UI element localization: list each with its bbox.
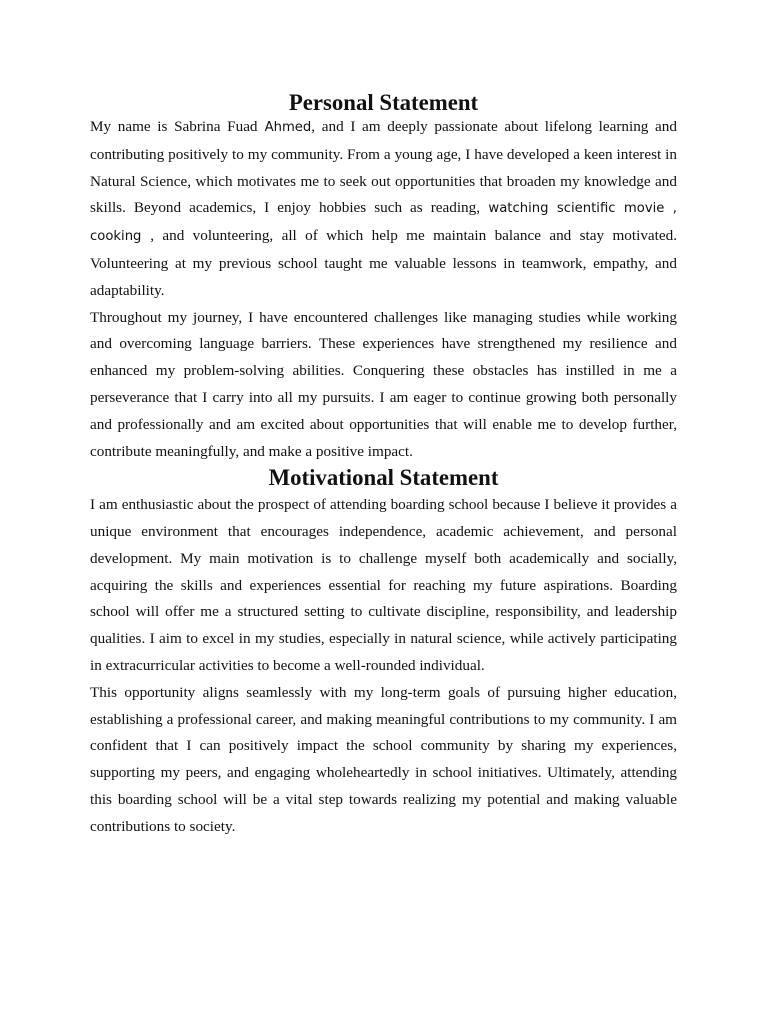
motivational-statement-paragraph-1: I am enthusiastic about the prospect of attending boarding school because I believe it provides a unique environment that encourages independence, academic achievement, and personal development. My main motivation is to challenge myself both academically and socially, acquiring the skills and experiences essential for reaching my future aspirations. Boarding school will offer me a structured setting to cultivate discipline, responsibility, and leadership qualities. I aim to excel in my studies, especially in natural science, while actively participating in extracurricular activities to become a well-rounded individual. [90,496,677,674]
p1-text-c: , and I am deeply passionate about lifelong learning and contributing positively to my community. From a young age, I have developed a keen interest in Natural Science, which motivates me to seek out opportunities that broaden my knowledge and skills. Beyond academics, I enjoy hobbies such as reading, [90,118,677,217]
motivational-statement-heading: Motivational Statement [268,465,499,491]
motivational-statement-paragraph-2: This opportunity aligns seamlessly with my long-term goals of pursuing higher education, establishing a professional career, and making meaningful contributions to my community. I am confident that I can positively impact the school community by sharing my experiences, supporting my peers, and engaging wholeheartedly in school initiatives. Ultimately, attending this boarding school will be a vital step towards realizing my potential and making valuable contributions to society. [90,683,677,835]
personal-statement-paragraph-2: Throughout my journey, I have encountered challenges like managing studies while working and overcoming language barriers. These experiences have strengthened my resilience and enhanced my problem-solving abilities. Conquering these obstacles has instilled in me a perseverance that I carry into all my pursuits. I am eager to continue growing both personally and professionally and am excited about opportunities that will enable me to develop further, contribute meaningfully, and make a positive impact. [90,308,677,460]
document-page [90,92,677,841]
personal-statement-paragraph-1 [90,114,677,305]
p1-text-a: My name is Sabrina Fuad [90,118,258,135]
p1-text-name: Ahmed [257,120,312,135]
p1-text-e: , and volunteering, all of which help me maintain balance and stay motivated. Volunteering at my previous school taught me valuable lessons in teamwork, empathy, and adaptability. [90,227,677,299]
p1-text-hobbies: watching scientific movie , cooking [90,201,677,245]
personal-statement-heading: Personal Statement [288,90,479,115]
